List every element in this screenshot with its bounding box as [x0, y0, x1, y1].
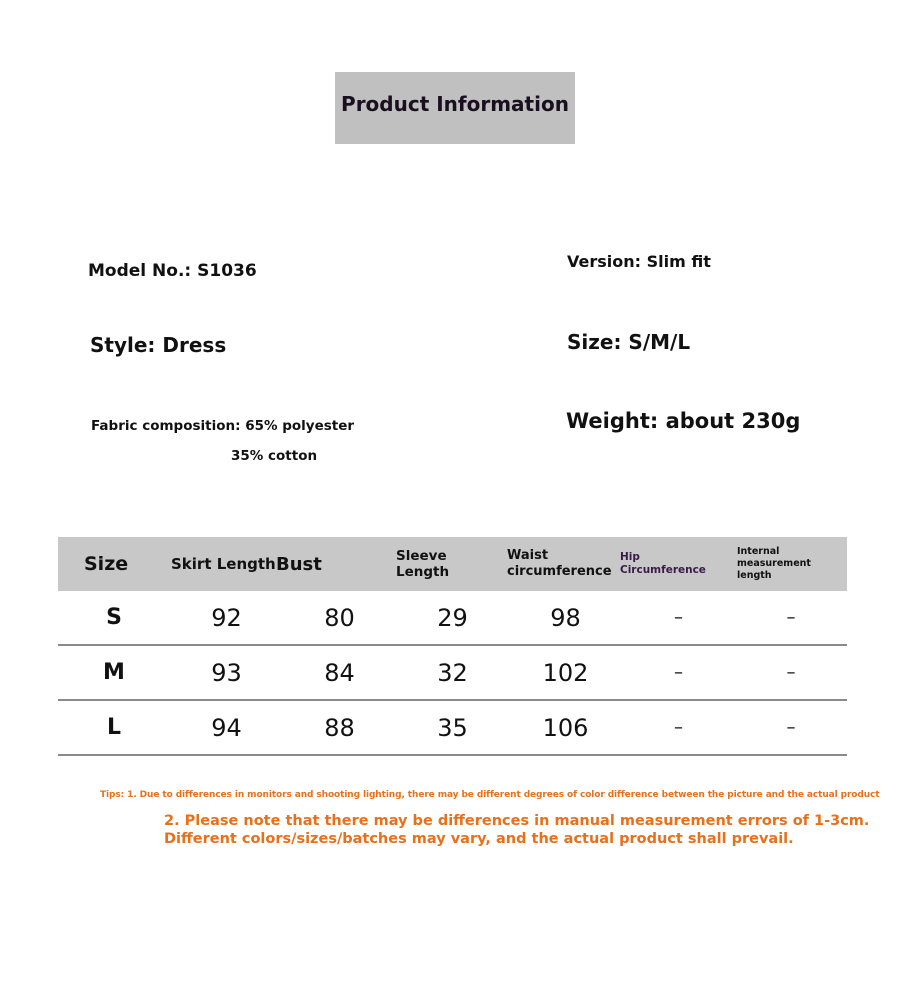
- cell-skirt-length: 93: [170, 645, 283, 700]
- tips-variation-line: Different colors/sizes/batches may vary, and the actual product shall prevail.: [164, 831, 794, 847]
- cell-waist: 98: [509, 591, 622, 645]
- table-row: [58, 591, 847, 645]
- version-info: Version: Slim fit: [567, 252, 711, 271]
- cell-internal: –: [735, 591, 847, 645]
- cell-size: S: [58, 591, 170, 645]
- header-hip-line1: Hip: [620, 551, 640, 563]
- size-info: Size: S/M/L: [567, 330, 691, 354]
- cell-bust: 88: [283, 700, 396, 755]
- header-bust: [276, 537, 396, 591]
- title-banner: [335, 72, 575, 144]
- header-sleeve-length-label: Sleeve Length: [396, 548, 450, 580]
- cell-size: M: [58, 645, 170, 700]
- header-internal-line1: Internal measurement: [737, 546, 811, 569]
- cell-sleeve-length: 35: [396, 700, 509, 755]
- header-waist-line1: Waist: [507, 548, 549, 563]
- header-skirt-length: [170, 537, 283, 591]
- cell-size: L: [58, 700, 170, 755]
- header-skirt-length-label: Skirt Length: [171, 555, 276, 573]
- tips-measurement: [164, 812, 869, 848]
- cell-bust: 80: [283, 591, 396, 645]
- cell-skirt-length: 94: [170, 700, 283, 755]
- cell-hip: –: [622, 591, 735, 645]
- cell-waist: 106: [509, 700, 622, 755]
- cell-waist: 102: [509, 645, 622, 700]
- style-info: Style: Dress: [90, 333, 227, 357]
- weight-info: Weight: about 230g: [566, 409, 801, 433]
- table-row: [58, 645, 847, 700]
- table-header-row: [58, 537, 847, 591]
- cell-skirt-length: 92: [170, 591, 283, 645]
- header-size: Size: [58, 537, 170, 591]
- table-row: [58, 700, 847, 755]
- tips-color-difference: Tips: 1. Due to differences in monitors and shooting lighting, there may be different degrees of color difference between the picture and the actual product: [100, 790, 880, 800]
- model-number: Model No.: S1036: [88, 261, 257, 281]
- tips-measurement-line: 2. Please note that there may be differences in manual measurement errors of 1-3cm.: [164, 813, 870, 829]
- cell-internal: –: [735, 645, 847, 700]
- cell-internal: –: [735, 700, 847, 755]
- header-waist: [509, 537, 622, 591]
- page-title: Product Information: [341, 92, 569, 116]
- header-internal-line2: length: [737, 570, 772, 581]
- cell-hip: –: [622, 700, 735, 755]
- header-waist-line2: circumference: [507, 564, 612, 579]
- header-hip: [622, 537, 735, 591]
- header-internal-length: [735, 537, 847, 591]
- header-sleeve-length: [396, 537, 509, 591]
- cell-sleeve-length: 32: [396, 645, 509, 700]
- fabric-composition-cotton: 35% cotton: [231, 448, 318, 464]
- cell-sleeve-length: 29: [396, 591, 509, 645]
- cell-bust: 84: [283, 645, 396, 700]
- size-chart-table: [58, 537, 847, 756]
- header-bust-label: Bust: [276, 553, 322, 575]
- cell-hip: –: [622, 645, 735, 700]
- fabric-composition: Fabric composition: 65% polyester: [91, 418, 355, 434]
- header-hip-line2: Circumference: [620, 564, 706, 576]
